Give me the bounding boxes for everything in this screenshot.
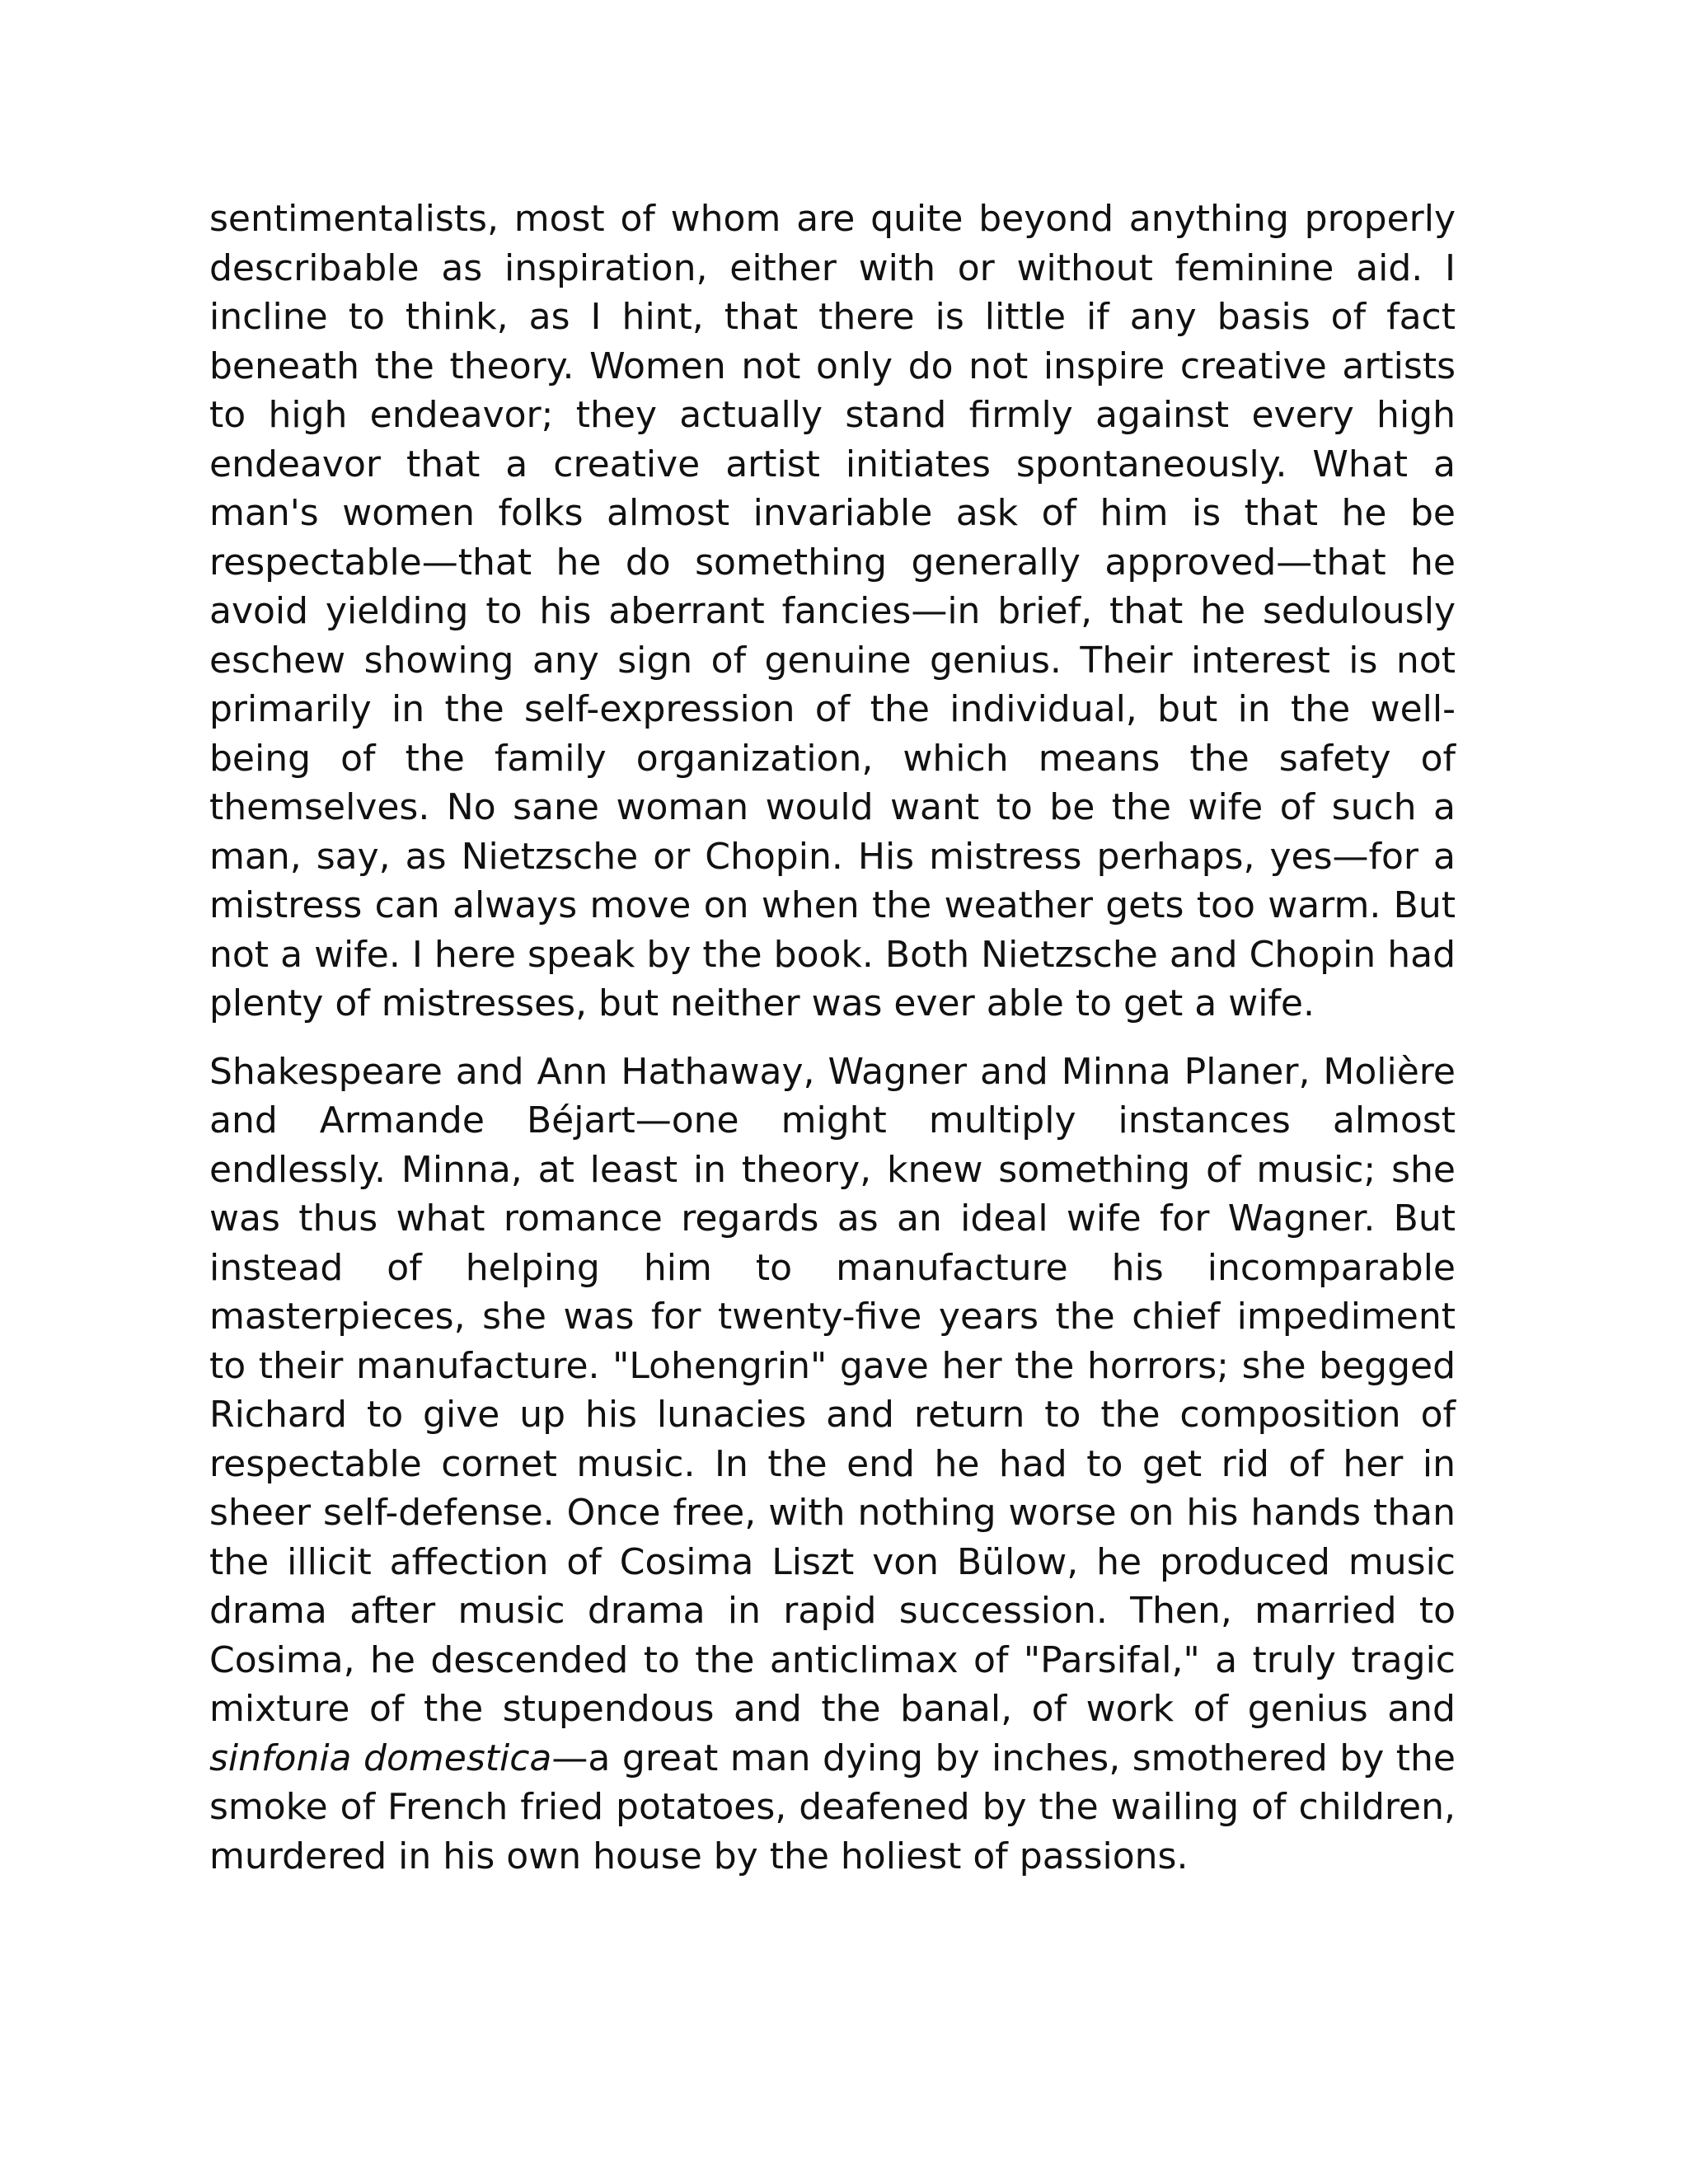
paragraph-2 [209,1047,1456,1882]
paragraph-1: sentimentalists, most of whom are quite beyond anything properly describable as inspiration, either with or without feminine aid. I incline to think, as I hint, that there is little if any basis of fact beneath the theory. Women not only do not inspire creative artists to high endeavor; they actually stand firmly against every high endeavor that a creative artist initiates spontaneously. What a man's women folks almost invariable ask of him is that he be respectable—that he do something generally approved—that he avoid yielding to his aberrant fancies—in brief, that he sedulously eschew showing any sign of genuine genius. Their interest is not primarily in the self-expression of the individual, but in the well-being of the family organization, which means the safety of themselves. No sane woman would want to be the wife of such a man, say, as Nietzsche or Chopin. His mistress perhaps, yes—for a mistress can always move on when the weather gets too warm. But not a wife. I here speak by the book. Both Nietzsche and Chopin had plenty of mistresses, but neither was ever able to get a wife. [209,198,1456,1024]
paragraph-2-text-start: Shakespeare and Ann Hathaway, Wagner and Minna Planer, Molière and Armande Béjart—one might multiply instances almost endlessly. Minna, at least in theory, knew something of music; she was thus what romance regards as an ideal wife for Wagner. But instead of helping him to manufacture his incomparable masterpieces, she was for twenty-five years the chief impediment to their manufacture. "Lohengrin" gave her the horrors; she begged Richard to give up his lunacies and return to the composition of respectable cornet music. In the end he had to get rid of her in sheer self-defense. Once free, with nothing worse on his hands than the illicit affection of Cosima Liszt von Bülow, he produced music drama after music drama in rapid succession. Then, married to Cosima, he descended to the anticlimax of "Parsifal," a truly tragic mixture of the stupendous and the banal, of work of genius and [209,1050,1456,1730]
paragraph-2-text-end: —a great man dying by inches, smothered by the smoke of French fried potatoes, deafened by the wailing of children, murdered in his own house by the holiest of passions. [209,1736,1456,1877]
italic-phrase: sinfonia domestica [209,1736,552,1779]
page-body [209,194,1456,1881]
